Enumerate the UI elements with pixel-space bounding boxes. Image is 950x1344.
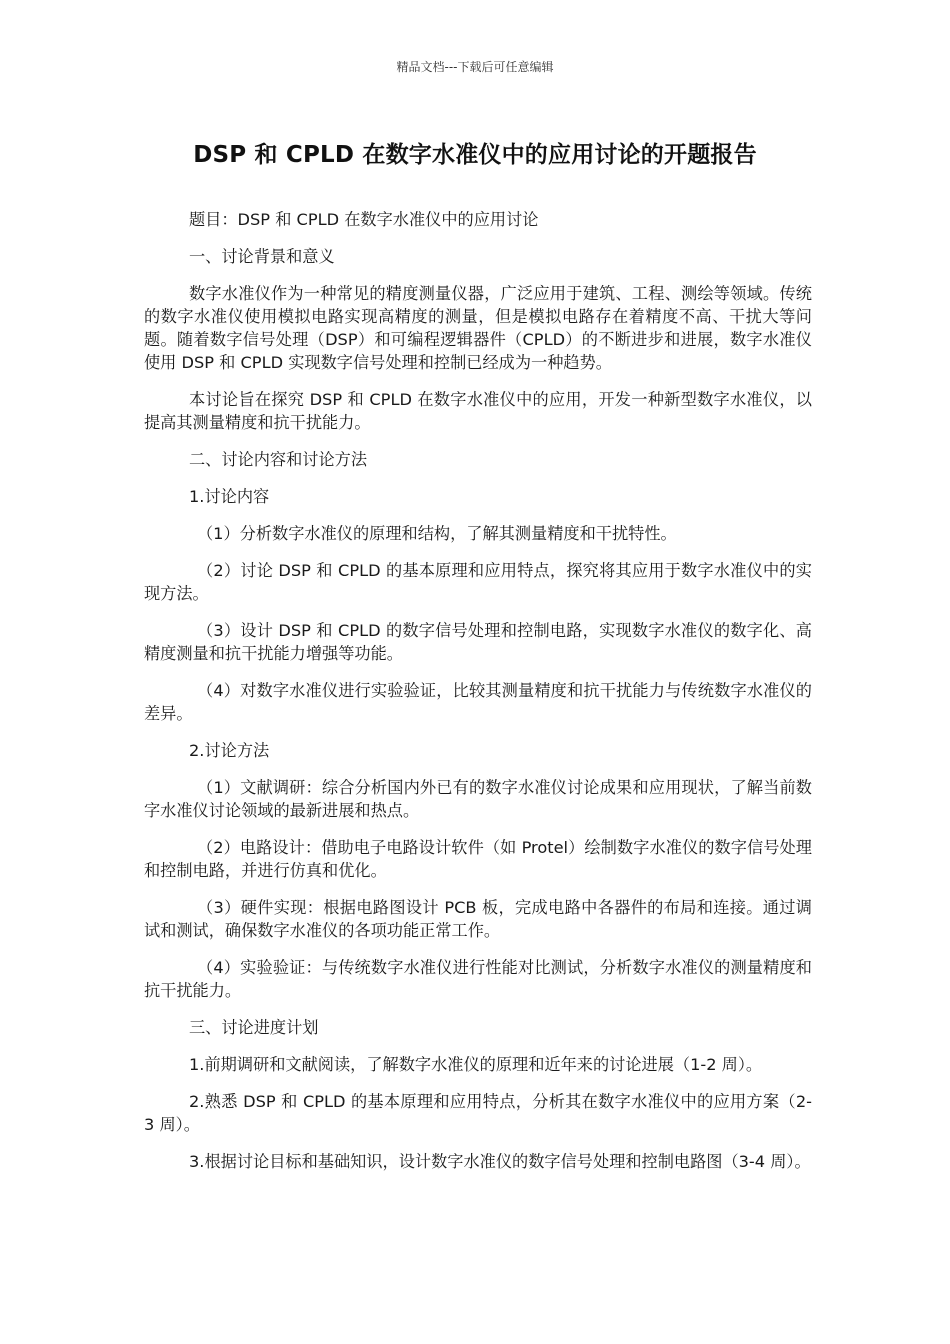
list-item: （4）实验验证：与传统数字水准仪进行性能对比测试，分析数字水准仪的测量精度和抗干扰能力。: [144, 958, 812, 1000]
section-heading-schedule: 三、讨论进度计划: [189, 1018, 319, 1037]
list-item: （3）硬件实现：根据电路图设计 PCB 板，完成电路中各器件的布局和连接。通过调试和测试，确保数字水准仪的各项功能正常工作。: [144, 898, 812, 940]
section-heading-content-methods: 二、讨论内容和讨论方法: [189, 450, 368, 469]
subheading-methods: 2.讨论方法: [189, 741, 270, 760]
schedule-item: 1.前期调研和文献阅读，了解数字水准仪的原理和近年来的讨论进展（1-2 周）。: [189, 1055, 763, 1074]
section-heading-background: 一、讨论背景和意义: [189, 247, 335, 266]
list-item: （1）分析数字水准仪的原理和结构，了解其测量精度和干扰特性。: [197, 524, 677, 543]
document-title: DSP 和 CPLD 在数字水准仪中的应用讨论的开题报告: [193, 142, 757, 168]
paragraph-background: 数字水准仪作为一种常见的精度测量仪器，广泛应用于建筑、工程、测绘等领域。传统的数字水准仪使用模拟电路实现高精度的测量，但是模拟电路存在着精度不高、干扰大等问题。随着数字信号处理（DSP）和可编程逻辑器件（CPLD）的不断进步和进展，数字水准仪使用 DSP 和 CPLD 实现数字信号处理和控制已经成为一种趋势。: [144, 284, 812, 372]
document-body: [144, 208, 812, 1187]
subheading-content: 1.讨论内容: [189, 487, 270, 506]
list-item: （2）电路设计：借助电子电路设计软件（如 Protel）绘制数字水准仪的数字信号处理和控制电路，并进行仿真和优化。: [144, 838, 812, 880]
header-watermark: 精品文档---下载后可任意编辑: [396, 60, 554, 74]
paragraph-purpose: 本讨论旨在探究 DSP 和 CPLD 在数字水准仪中的应用，开发一种新型数字水准仪，以提高其测量精度和抗干扰能力。: [144, 390, 812, 432]
list-item: （4）对数字水准仪进行实验验证，比较其测量精度和抗干扰能力与传统数字水准仪的差异。: [144, 681, 812, 723]
topic-line: 题目：DSP 和 CPLD 在数字水准仪中的应用讨论: [189, 210, 539, 229]
schedule-item: 2.熟悉 DSP 和 CPLD 的基本原理和应用特点，分析其在数字水准仪中的应用方案（2-3 周）。: [144, 1092, 812, 1134]
list-item: （2）讨论 DSP 和 CPLD 的基本原理和应用特点，探究将其应用于数字水准仪中的实现方法。: [144, 561, 812, 603]
list-item: （3）设计 DSP 和 CPLD 的数字信号处理和控制电路，实现数字水准仪的数字化、高精度测量和抗干扰能力增强等功能。: [144, 621, 812, 663]
schedule-item: 3.根据讨论目标和基础知识，设计数字水准仪的数字信号处理和控制电路图（3-4 周）。: [189, 1152, 811, 1171]
list-item: （1）文献调研：综合分析国内外已有的数字水准仪讨论成果和应用现状，了解当前数字水准仪讨论领域的最新进展和热点。: [144, 778, 812, 820]
